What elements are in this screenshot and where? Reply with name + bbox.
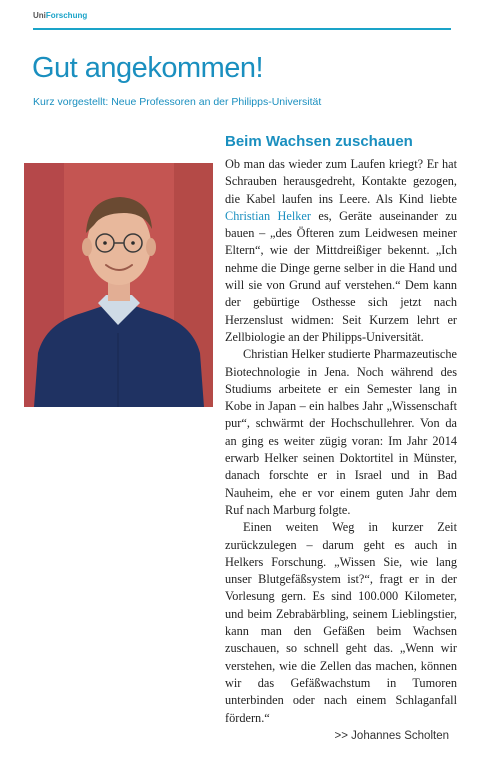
article-paragraph-1 <box>225 156 457 346</box>
magazine-header <box>33 10 451 30</box>
portrait-illustration <box>24 163 213 407</box>
brand-uni: Uni <box>33 11 46 20</box>
author-credit: >> Johannes Scholten <box>334 730 449 742</box>
portrait-photo <box>24 163 213 407</box>
paragraph-1-text-end: es, Geräte auseinander zu bauen – „des Öfteren zum Leidwesen meiner Eltern“, wie der Mittdreißiger bekennt. „Ich nehme die Dinge gerne selber in die Hand und will sie von Grund auf verstehen.“ Dem kann der gebürtige Osthesse sich jetzt nach Herzenslust widmen: Seit Kurzem lehrt er Zellbiologie an der Philipps-Universität. <box>225 208 457 344</box>
paragraph-1-text-start: Ob man das wieder zum Laufen kriegt? Er hat Schrauben herausgedreht, Kontakte gezogen, die Kabel laufen ins Leere. Als Kind liebte <box>225 157 457 206</box>
person-name-highlight: Christian Helker <box>225 208 311 223</box>
page-headline: Gut angekommen! <box>32 52 264 84</box>
article-paragraph-2: Christian Helker studierte Pharmazeutische Biotechnologie in Jena. Noch während des Studiums arbeitete er ein Semester lang in Kobe in Japan – ein halbes Jahr „Wissenschaft pur“, schwärmt der Hochschullehrer. Von da an ging es weiter zügig voran: Im Jahr 2014 erwarb Helker seinen Doktortitel in Münster, danach forschte er in Israel und in Bad Nauheim, ehe er vor einem guten Jahr dem Ruf nach Marburg folgte. <box>225 347 457 517</box>
article-title: Beim Wachsen zuschauen <box>225 133 413 150</box>
article-paragraph-3: Einen weiten Weg in kurzer Zeit zurückzulegen – darum geht es auch in Helkers Forschung. „Wissen Sie, wie lang unser Blutgefäßsystem ist?“, fragt er in der Vorlesung gern. Es sind 100.000 Kilometer, und beim Zebrabärbling, seinem Lieblingstier, kann man den Gefäßen beim Wachsen zuschauen, so schnell geht das. „Wenn wir verstehen, wie die Zellen das machen, können wir das Gefäßwachstum in Tumoren unterbinden oder nach einem Schlaganfall fördern.“ <box>225 520 457 725</box>
article-body <box>225 156 457 727</box>
brand-forschung: Forschung <box>45 11 88 20</box>
page-subheadline: Kurz vorgestellt: Neue Professoren an der Philipps-Universität <box>33 96 322 108</box>
section-brand <box>33 10 451 22</box>
